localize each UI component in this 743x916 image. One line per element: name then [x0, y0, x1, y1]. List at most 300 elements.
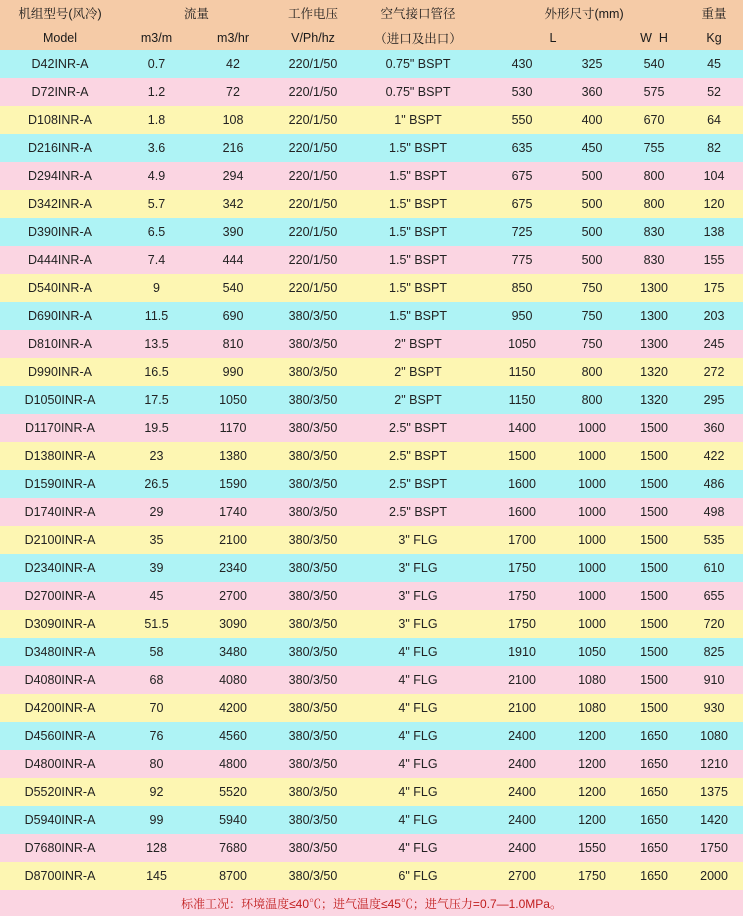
cell-length: 1600: [483, 470, 561, 498]
header-width-height: [623, 25, 685, 50]
cell-voltage: 380/3/50: [273, 834, 353, 862]
cell-height: 1500: [623, 694, 685, 722]
cell-model: D1050INR-A: [0, 386, 120, 414]
cell-length: 430: [483, 50, 561, 78]
cell-model: D5520INR-A: [0, 778, 120, 806]
cell-voltage: 380/3/50: [273, 638, 353, 666]
cell-model: D540INR-A: [0, 274, 120, 302]
cell-voltage: 380/3/50: [273, 666, 353, 694]
cell-weight: 155: [685, 246, 743, 274]
cell-weight: 930: [685, 694, 743, 722]
cell-width: 750: [561, 330, 623, 358]
cell-pipe: 0.75" BSPT: [353, 50, 483, 78]
table-row: [0, 498, 743, 526]
cell-height: 1320: [623, 386, 685, 414]
cell-m3hr: 540: [193, 274, 273, 302]
cell-weight: 272: [685, 358, 743, 386]
cell-width: 1000: [561, 610, 623, 638]
cell-height: 1500: [623, 610, 685, 638]
cell-voltage: 380/3/50: [273, 554, 353, 582]
cell-weight: 104: [685, 162, 743, 190]
cell-length: 1750: [483, 554, 561, 582]
cell-length: 2400: [483, 806, 561, 834]
cell-length: 2400: [483, 722, 561, 750]
cell-height: 1500: [623, 470, 685, 498]
cell-length: 530: [483, 78, 561, 106]
cell-voltage: 220/1/50: [273, 50, 353, 78]
table-row: [0, 78, 743, 106]
table-row: [0, 386, 743, 414]
cell-height: 670: [623, 106, 685, 134]
table-row: [0, 526, 743, 554]
cell-m3m: 145: [120, 862, 193, 890]
cell-m3m: 29: [120, 498, 193, 526]
cell-model: D4800INR-A: [0, 750, 120, 778]
cell-pipe: 1.5" BSPT: [353, 274, 483, 302]
cell-weight: 138: [685, 218, 743, 246]
cell-model: D108INR-A: [0, 106, 120, 134]
header-pipe-cn: 空气接口管径: [353, 0, 483, 25]
cell-voltage: 220/1/50: [273, 274, 353, 302]
cell-pipe: 4" FLG: [353, 778, 483, 806]
cell-m3hr: 810: [193, 330, 273, 358]
cell-weight: 1750: [685, 834, 743, 862]
cell-m3hr: 216: [193, 134, 273, 162]
cell-pipe: 2.5" BSPT: [353, 498, 483, 526]
header-voltage-cn: 工作电压: [273, 0, 353, 25]
cell-length: 675: [483, 162, 561, 190]
cell-model: D8700INR-A: [0, 862, 120, 890]
cell-model: D390INR-A: [0, 218, 120, 246]
cell-length: 1150: [483, 386, 561, 414]
cell-m3m: 5.7: [120, 190, 193, 218]
cell-model: D342INR-A: [0, 190, 120, 218]
cell-height: 1500: [623, 638, 685, 666]
cell-width: 325: [561, 50, 623, 78]
cell-weight: 203: [685, 302, 743, 330]
cell-pipe: 1.5" BSPT: [353, 162, 483, 190]
cell-m3hr: 4800: [193, 750, 273, 778]
cell-height: 575: [623, 78, 685, 106]
cell-m3hr: 444: [193, 246, 273, 274]
cell-m3m: 26.5: [120, 470, 193, 498]
table-row: [0, 106, 743, 134]
cell-height: 800: [623, 162, 685, 190]
cell-pipe: 1.5" BSPT: [353, 302, 483, 330]
cell-voltage: 380/3/50: [273, 694, 353, 722]
cell-m3m: 0.7: [120, 50, 193, 78]
table-row: [0, 638, 743, 666]
cell-voltage: 380/3/50: [273, 358, 353, 386]
table-row: [0, 134, 743, 162]
cell-model: D4560INR-A: [0, 722, 120, 750]
cell-model: D3090INR-A: [0, 610, 120, 638]
table-row: [0, 50, 743, 78]
cell-m3hr: 108: [193, 106, 273, 134]
header-m3m: m3/m: [120, 25, 193, 50]
cell-pipe: 4" FLG: [353, 638, 483, 666]
cell-pipe: 2.5" BSPT: [353, 414, 483, 442]
cell-width: 360: [561, 78, 623, 106]
cell-weight: 720: [685, 610, 743, 638]
cell-weight: 1210: [685, 750, 743, 778]
cell-length: 1700: [483, 526, 561, 554]
table-row: [0, 834, 743, 862]
cell-height: 1650: [623, 862, 685, 890]
cell-m3hr: 2700: [193, 582, 273, 610]
cell-pipe: 1.5" BSPT: [353, 190, 483, 218]
cell-model: D216INR-A: [0, 134, 120, 162]
header-height: H: [658, 30, 668, 45]
cell-model: D294INR-A: [0, 162, 120, 190]
cell-width: 1200: [561, 778, 623, 806]
cell-weight: 52: [685, 78, 743, 106]
cell-voltage: 220/1/50: [273, 162, 353, 190]
cell-voltage: 380/3/50: [273, 470, 353, 498]
cell-weight: 498: [685, 498, 743, 526]
cell-length: 635: [483, 134, 561, 162]
table-row: [0, 554, 743, 582]
cell-width: 1080: [561, 694, 623, 722]
cell-height: 540: [623, 50, 685, 78]
cell-model: D810INR-A: [0, 330, 120, 358]
cell-pipe: 4" FLG: [353, 750, 483, 778]
cell-width: 800: [561, 358, 623, 386]
cell-m3hr: 342: [193, 190, 273, 218]
cell-m3m: 128: [120, 834, 193, 862]
cell-pipe: 1.5" BSPT: [353, 134, 483, 162]
cell-length: 1500: [483, 442, 561, 470]
cell-weight: 295: [685, 386, 743, 414]
table-row: [0, 722, 743, 750]
cell-weight: 535: [685, 526, 743, 554]
cell-m3m: 35: [120, 526, 193, 554]
footer-note-row: [0, 890, 743, 916]
cell-model: D1740INR-A: [0, 498, 120, 526]
table-row: [0, 162, 743, 190]
cell-pipe: 3" FLG: [353, 610, 483, 638]
cell-voltage: 220/1/50: [273, 106, 353, 134]
cell-width: 1000: [561, 414, 623, 442]
cell-voltage: 380/3/50: [273, 442, 353, 470]
header-row-sub: [0, 25, 743, 50]
cell-height: 1500: [623, 554, 685, 582]
cell-length: 725: [483, 218, 561, 246]
cell-model: D5940INR-A: [0, 806, 120, 834]
cell-weight: 360: [685, 414, 743, 442]
cell-length: 1910: [483, 638, 561, 666]
cell-model: D4200INR-A: [0, 694, 120, 722]
header-width: W: [640, 30, 652, 45]
cell-height: 1500: [623, 666, 685, 694]
cell-pipe: 2.5" BSPT: [353, 470, 483, 498]
cell-pipe: 4" FLG: [353, 666, 483, 694]
cell-length: 1150: [483, 358, 561, 386]
cell-length: 550: [483, 106, 561, 134]
cell-width: 1080: [561, 666, 623, 694]
cell-pipe: 2" BSPT: [353, 386, 483, 414]
cell-height: 1300: [623, 330, 685, 358]
cell-weight: 910: [685, 666, 743, 694]
cell-length: 2400: [483, 750, 561, 778]
header-model: Model: [0, 25, 120, 50]
table-row: [0, 414, 743, 442]
cell-width: 450: [561, 134, 623, 162]
cell-width: 400: [561, 106, 623, 134]
table-row: [0, 218, 743, 246]
table-row: [0, 806, 743, 834]
header-m3hr: m3/hr: [193, 25, 273, 50]
cell-m3m: 6.5: [120, 218, 193, 246]
cell-weight: 1375: [685, 778, 743, 806]
cell-model: D1590INR-A: [0, 470, 120, 498]
table-row: [0, 694, 743, 722]
table-header: [0, 0, 743, 50]
cell-m3hr: 1380: [193, 442, 273, 470]
cell-voltage: 220/1/50: [273, 134, 353, 162]
cell-m3m: 92: [120, 778, 193, 806]
cell-weight: 486: [685, 470, 743, 498]
cell-pipe: 3" FLG: [353, 554, 483, 582]
cell-height: 830: [623, 246, 685, 274]
cell-width: 1200: [561, 750, 623, 778]
cell-height: 1500: [623, 582, 685, 610]
cell-pipe: 2" BSPT: [353, 358, 483, 386]
cell-weight: 120: [685, 190, 743, 218]
cell-length: 2100: [483, 666, 561, 694]
cell-voltage: 380/3/50: [273, 750, 353, 778]
cell-weight: 82: [685, 134, 743, 162]
cell-m3hr: 7680: [193, 834, 273, 862]
cell-m3m: 76: [120, 722, 193, 750]
cell-height: 800: [623, 190, 685, 218]
cell-m3m: 4.9: [120, 162, 193, 190]
cell-pipe: 2" BSPT: [353, 330, 483, 358]
cell-voltage: 220/1/50: [273, 190, 353, 218]
cell-weight: 610: [685, 554, 743, 582]
cell-model: D4080INR-A: [0, 666, 120, 694]
cell-height: 1650: [623, 778, 685, 806]
cell-height: 1650: [623, 750, 685, 778]
cell-weight: 1420: [685, 806, 743, 834]
cell-model: D2340INR-A: [0, 554, 120, 582]
header-model-cn: 机组型号(风冷): [0, 0, 120, 25]
cell-voltage: 380/3/50: [273, 330, 353, 358]
cell-model: D444INR-A: [0, 246, 120, 274]
table-row: [0, 274, 743, 302]
table-row: [0, 470, 743, 498]
cell-m3hr: 5940: [193, 806, 273, 834]
cell-pipe: 4" FLG: [353, 722, 483, 750]
cell-weight: 422: [685, 442, 743, 470]
footer-note: 标准工况：环境温度≤40℃；进气温度≤45℃；进气压力=0.7—1.0MPa。: [0, 890, 743, 916]
header-row-top: [0, 0, 743, 25]
cell-length: 2400: [483, 834, 561, 862]
cell-m3m: 16.5: [120, 358, 193, 386]
cell-m3m: 80: [120, 750, 193, 778]
cell-width: 1050: [561, 638, 623, 666]
table-row: [0, 582, 743, 610]
cell-weight: 175: [685, 274, 743, 302]
cell-pipe: 4" FLG: [353, 834, 483, 862]
cell-width: 1000: [561, 526, 623, 554]
cell-pipe: 3" FLG: [353, 526, 483, 554]
cell-m3hr: 1590: [193, 470, 273, 498]
cell-m3m: 7.4: [120, 246, 193, 274]
table-row: [0, 610, 743, 638]
table-row: [0, 666, 743, 694]
cell-m3hr: 1170: [193, 414, 273, 442]
cell-length: 950: [483, 302, 561, 330]
cell-width: 1550: [561, 834, 623, 862]
cell-width: 1200: [561, 806, 623, 834]
cell-m3m: 3.6: [120, 134, 193, 162]
cell-model: D690INR-A: [0, 302, 120, 330]
header-pipe: （进口及出口）: [353, 25, 483, 50]
cell-weight: 2000: [685, 862, 743, 890]
cell-m3hr: 2340: [193, 554, 273, 582]
cell-model: D7680INR-A: [0, 834, 120, 862]
cell-weight: 64: [685, 106, 743, 134]
cell-m3hr: 3480: [193, 638, 273, 666]
header-flow-cn: 流量: [120, 0, 273, 25]
cell-width: 1000: [561, 554, 623, 582]
cell-length: 775: [483, 246, 561, 274]
cell-length: 850: [483, 274, 561, 302]
cell-length: 1400: [483, 414, 561, 442]
cell-width: 750: [561, 274, 623, 302]
cell-m3hr: 5520: [193, 778, 273, 806]
cell-m3m: 19.5: [120, 414, 193, 442]
cell-width: 500: [561, 162, 623, 190]
cell-model: D1380INR-A: [0, 442, 120, 470]
cell-m3hr: 4200: [193, 694, 273, 722]
cell-width: 1000: [561, 442, 623, 470]
cell-pipe: 3" FLG: [353, 582, 483, 610]
cell-m3m: 13.5: [120, 330, 193, 358]
cell-voltage: 380/3/50: [273, 498, 353, 526]
cell-m3hr: 1050: [193, 386, 273, 414]
cell-m3m: 1.2: [120, 78, 193, 106]
cell-height: 1500: [623, 498, 685, 526]
cell-m3hr: 2100: [193, 526, 273, 554]
table-row: [0, 862, 743, 890]
table-row: [0, 442, 743, 470]
table-row: [0, 750, 743, 778]
cell-weight: 1080: [685, 722, 743, 750]
header-dimensions-cn: 外形尺寸(mm): [483, 0, 685, 25]
cell-pipe: 4" FLG: [353, 694, 483, 722]
header-weight: Kg: [685, 25, 743, 50]
cell-height: 1500: [623, 526, 685, 554]
cell-model: D42INR-A: [0, 50, 120, 78]
table-row: [0, 778, 743, 806]
cell-weight: 655: [685, 582, 743, 610]
cell-voltage: 380/3/50: [273, 806, 353, 834]
cell-model: D990INR-A: [0, 358, 120, 386]
cell-weight: 245: [685, 330, 743, 358]
cell-height: 1650: [623, 722, 685, 750]
cell-width: 500: [561, 190, 623, 218]
cell-model: D1170INR-A: [0, 414, 120, 442]
cell-pipe: 4" FLG: [353, 806, 483, 834]
cell-m3hr: 72: [193, 78, 273, 106]
cell-voltage: 220/1/50: [273, 78, 353, 106]
cell-model: D3480INR-A: [0, 638, 120, 666]
cell-length: 2400: [483, 778, 561, 806]
cell-voltage: 380/3/50: [273, 414, 353, 442]
cell-height: 755: [623, 134, 685, 162]
cell-m3m: 11.5: [120, 302, 193, 330]
cell-length: 1600: [483, 498, 561, 526]
cell-height: 1500: [623, 442, 685, 470]
cell-m3hr: 4080: [193, 666, 273, 694]
header-length: L: [483, 25, 623, 50]
cell-model: D72INR-A: [0, 78, 120, 106]
cell-width: 1000: [561, 498, 623, 526]
cell-voltage: 380/3/50: [273, 582, 353, 610]
table-footer: [0, 890, 743, 916]
table-row: [0, 190, 743, 218]
table-row: [0, 330, 743, 358]
table-row: [0, 302, 743, 330]
cell-pipe: 1.5" BSPT: [353, 218, 483, 246]
cell-height: 1300: [623, 274, 685, 302]
cell-m3m: 68: [120, 666, 193, 694]
cell-width: 1200: [561, 722, 623, 750]
table-body: [0, 50, 743, 890]
cell-m3hr: 390: [193, 218, 273, 246]
cell-m3m: 58: [120, 638, 193, 666]
cell-width: 1000: [561, 582, 623, 610]
cell-voltage: 380/3/50: [273, 862, 353, 890]
cell-width: 500: [561, 246, 623, 274]
cell-pipe: 2.5" BSPT: [353, 442, 483, 470]
cell-m3hr: 4560: [193, 722, 273, 750]
cell-length: 1050: [483, 330, 561, 358]
cell-m3hr: 42: [193, 50, 273, 78]
cell-voltage: 220/1/50: [273, 218, 353, 246]
cell-length: 1750: [483, 610, 561, 638]
cell-height: 830: [623, 218, 685, 246]
cell-voltage: 380/3/50: [273, 722, 353, 750]
cell-model: D2700INR-A: [0, 582, 120, 610]
cell-length: 2100: [483, 694, 561, 722]
table-row: [0, 246, 743, 274]
cell-length: 675: [483, 190, 561, 218]
cell-m3hr: 294: [193, 162, 273, 190]
cell-pipe: 1" BSPT: [353, 106, 483, 134]
cell-pipe: 0.75" BSPT: [353, 78, 483, 106]
cell-width: 1000: [561, 470, 623, 498]
header-voltage: V/Ph/hz: [273, 25, 353, 50]
cell-voltage: 220/1/50: [273, 246, 353, 274]
cell-width: 500: [561, 218, 623, 246]
cell-m3m: 9: [120, 274, 193, 302]
cell-m3m: 99: [120, 806, 193, 834]
cell-length: 2700: [483, 862, 561, 890]
cell-m3m: 17.5: [120, 386, 193, 414]
cell-m3m: 45: [120, 582, 193, 610]
cell-m3m: 39: [120, 554, 193, 582]
cell-m3hr: 990: [193, 358, 273, 386]
cell-height: 1320: [623, 358, 685, 386]
cell-pipe: 1.5" BSPT: [353, 246, 483, 274]
cell-m3hr: 1740: [193, 498, 273, 526]
cell-m3m: 23: [120, 442, 193, 470]
cell-length: 1750: [483, 582, 561, 610]
cell-weight: 825: [685, 638, 743, 666]
